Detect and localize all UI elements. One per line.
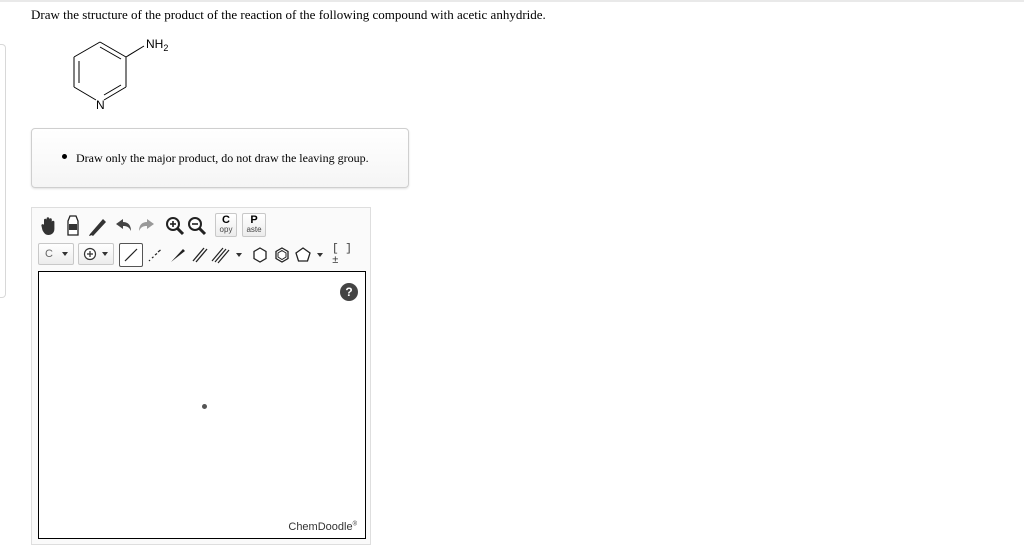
double-bond-tool[interactable] bbox=[189, 243, 211, 267]
drawing-canvas[interactable] bbox=[38, 271, 366, 539]
chevron-down-icon bbox=[236, 253, 242, 257]
molecule-drawing bbox=[60, 34, 190, 116]
triple-bond-icon bbox=[211, 246, 231, 264]
copy-button-label: opy bbox=[219, 225, 233, 234]
atom-label-selector[interactable] bbox=[38, 243, 74, 265]
paste-button-letter: P bbox=[250, 214, 258, 226]
help-button[interactable]: ? bbox=[340, 283, 358, 301]
chemdoodle-logo bbox=[288, 521, 357, 533]
zoom-out-icon[interactable] bbox=[186, 214, 208, 238]
bracket-tool-label: [ ]± bbox=[332, 243, 352, 267]
canvas-cursor-dot bbox=[202, 404, 207, 409]
lasso-icon[interactable] bbox=[86, 214, 110, 238]
bracket-tool[interactable] bbox=[332, 243, 358, 267]
chevron-down-icon bbox=[102, 252, 108, 256]
instruction-text: Draw only the major product, do not draw the leaving group. bbox=[76, 151, 369, 165]
single-bond-tool[interactable] bbox=[119, 243, 143, 267]
charge-tool-selector[interactable] bbox=[78, 243, 114, 265]
copy-button-letter: C bbox=[222, 214, 230, 226]
hand-icon[interactable] bbox=[38, 214, 60, 238]
amino-group-label: $NH_2$ bbox=[146, 37, 169, 53]
paste-button-label: aste bbox=[246, 225, 262, 234]
zoom-in-icon[interactable] bbox=[164, 214, 186, 238]
instruction-box bbox=[31, 128, 409, 188]
undo-icon[interactable] bbox=[112, 214, 134, 238]
question-text: Draw the structure of the product of the reaction of the following compound with acetic anhydride. bbox=[31, 7, 546, 22]
chemdoodle-editor bbox=[31, 207, 371, 545]
copy-button[interactable] bbox=[215, 213, 237, 237]
charge-plus-icon bbox=[83, 247, 97, 261]
aminopyridine-structure bbox=[60, 34, 190, 116]
top-divider bbox=[0, 0, 1024, 2]
chevron-down-icon bbox=[62, 252, 68, 256]
atom-label-text: C bbox=[45, 248, 53, 260]
ring-template-selector[interactable] bbox=[294, 243, 328, 267]
cyclohexane-tool[interactable] bbox=[250, 243, 270, 267]
left-panel-edge bbox=[0, 44, 6, 298]
triple-bond-selector[interactable] bbox=[211, 243, 247, 267]
ring-nitrogen-label: N bbox=[96, 98, 105, 112]
cyclopentane-icon bbox=[294, 246, 312, 264]
hashed-bond-tool[interactable] bbox=[144, 243, 166, 267]
registered-mark: ® bbox=[352, 521, 357, 528]
bullet-icon bbox=[62, 154, 67, 159]
brand-text: ChemDoodle bbox=[288, 521, 353, 533]
wedge-bond-tool[interactable] bbox=[167, 243, 189, 267]
benzene-tool[interactable] bbox=[272, 243, 292, 267]
chevron-down-icon bbox=[317, 253, 323, 257]
paste-button[interactable] bbox=[242, 213, 266, 237]
eraser-icon[interactable] bbox=[62, 214, 84, 238]
redo-icon[interactable] bbox=[136, 214, 158, 238]
